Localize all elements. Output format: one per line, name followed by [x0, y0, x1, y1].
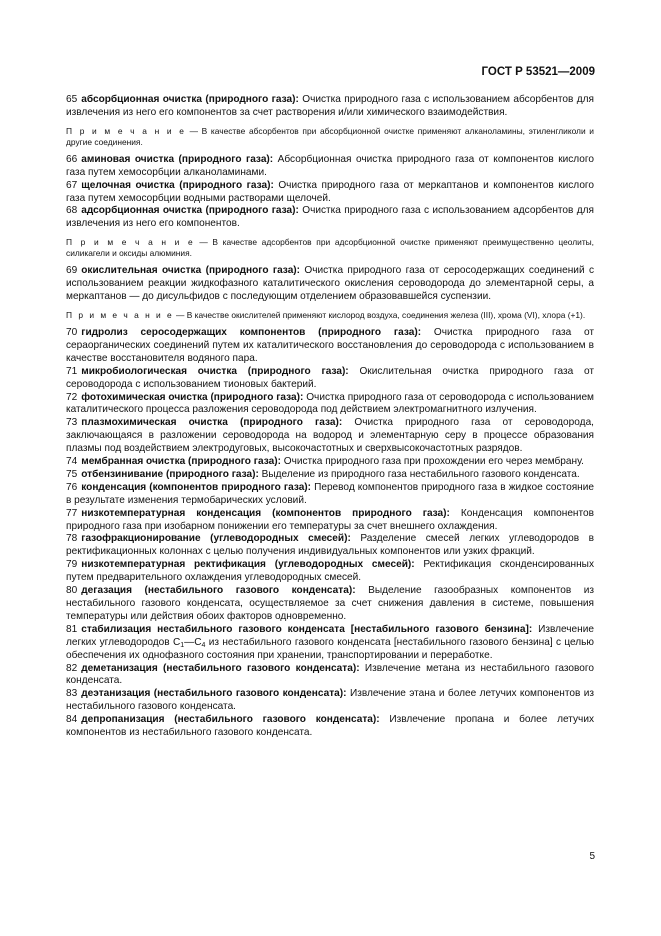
note: П р и м е ч а н и е — В качестве окислителей применяют кислород воздуха, соединения железа (III), хрома (VI), хлора (+1).: [66, 309, 586, 320]
document-header: ГОСТ Р 53521—2009: [481, 66, 595, 78]
note: П р и м е ч а н и е — В качестве адсорбентов при адсорбционной очистке применяют преимущественно цеолиты, силикагели и оксиды алюминия.: [66, 237, 594, 259]
term-entry: 75 отбензинивание (природного газа): Выделение из природного газа нестабильного газового конденсата.: [66, 468, 580, 480]
term-entry: 83 деэтанизация (нестабильного газового конденсата): Извлечение этана и более летучих компонентов из нестабильного газового конденсата.: [66, 688, 595, 713]
term-entry: 66 аминовая очистка (природного газа): Абсорбционная очистка природного газа от компонентов кислого газа путем хемосорбции алканоламинами.: [66, 153, 594, 178]
term-entry: 77 низкотемпературная конденсация (компонентов природного газа): Конденсация компонентов природного газа при изобарном понижении его температуры за счет внешнего охлаждения.: [66, 507, 594, 532]
term-entry: 82 деметанизация (нестабильного газового конденсата): Извлечение метана из нестабильного газового конденсата.: [66, 662, 594, 687]
term-entry: 71 микробиологическая очистка (природного газа): Окислительная очистка природного газа от сероводорода с использованием тионовых бактерий.: [66, 365, 594, 390]
term-entry: 69 окислительная очистка (природного газа): Очистка природного газа от серосодержащих соединений с использованием реакции жидкофазного каталитического окисления сероводорода до элементарной серы, а меркаптанов — до дисульфидов с последующим отделением образовавшейся суспензии.: [66, 265, 594, 303]
term-entry: 78 газофракционирование (углеводородных смесей): Разделение смесей легких углеводородов в ректификационных колоннах с целью получения индивидуальных компонентов или узких фракций.: [66, 533, 594, 558]
term-entry: 74 мембранная очистка (природного газа): Очистка природного газа при прохождении его через мембрану.: [66, 456, 584, 468]
term-entry: 72 фотохимическая очистка (природного газа): Очистка природного газа от сероводорода с использованием каталитического процесса разложения сероводорода под действием электромагнитного излучения.: [66, 391, 594, 416]
page-number: 5: [589, 851, 595, 862]
term-entry: 81 стабилизация нестабильного газового конденсата [нестабильного газового бензина]: Извлечение легких углеводородов $С_1—С_4$ из нестабильного газового конденсата [нестабильного газового бензина] с целью обеспечения их однофазного состояния при хранении, транспортировании и переработке.: [66, 623, 594, 661]
term-entry: 79 низкотемпературная ректификация (углеводородных смесей): Ректификация сконденсированных путем предварительного охлаждения углеводородных смесей.: [66, 559, 594, 584]
term-entry: 65 абсорбционная очистка (природного газа): Очистка природного газа с использованием абсорбентов для извлечения из него его компонентов за счет растворения и/или химического взаимодействия.: [66, 94, 594, 118]
term-entry: 70 гидролиз серосодержащих компонентов (природного газа): Очистка природного газа от сераорганических соединений путем их каталитического восстановления до сероводорода с использованием в качестве восстановителя водяного пара.: [66, 326, 594, 364]
note: П р и м е ч а н и е — В качестве абсорбентов при абсорбционной очистке применяют алканоламины, этиленгликоли и другие соединения.: [66, 125, 594, 147]
term-entry: 68 адсорбционная очистка (природного газа): Очистка природного газа с использованием адсорбентов для извлечения из него его компонентов.: [66, 205, 594, 230]
document-body: [66, 94, 594, 740]
term-entry: 73 плазмохимическая очистка (природного газа): Очистка природного газа от сероводорода, заключающаяся в разложении сероводорода на водород и элементарную серу в процессе образования плазмы под воздействием электродуговых, высокочастотных и сверхвысокочастотных разрядов.: [66, 417, 594, 455]
term-entry: 84 депропанизация (нестабильного газового конденсата): Извлечение пропана и более летучих компонентов из нестабильного газового конденсата.: [66, 714, 595, 739]
term-entry: 76 конденсация (компонентов природного газа): Перевод компонентов природного газа в жидкое состояние в результате изменения термобарических условий.: [66, 481, 594, 506]
term-entry: 80 дегазация (нестабильного газового конденсата): Выделение газообразных компонентов из нестабильного газового конденсата, осуществляемое за счет снижения давления в системе, повышения температуры или действия обоих факторов одновременно.: [66, 585, 594, 622]
term-entry: 67 щелочная очистка (природного газа): Очистка природного газа от меркаптанов и компонентов кислого газа путем хемосорбции водными растворами щелочей.: [66, 179, 594, 204]
